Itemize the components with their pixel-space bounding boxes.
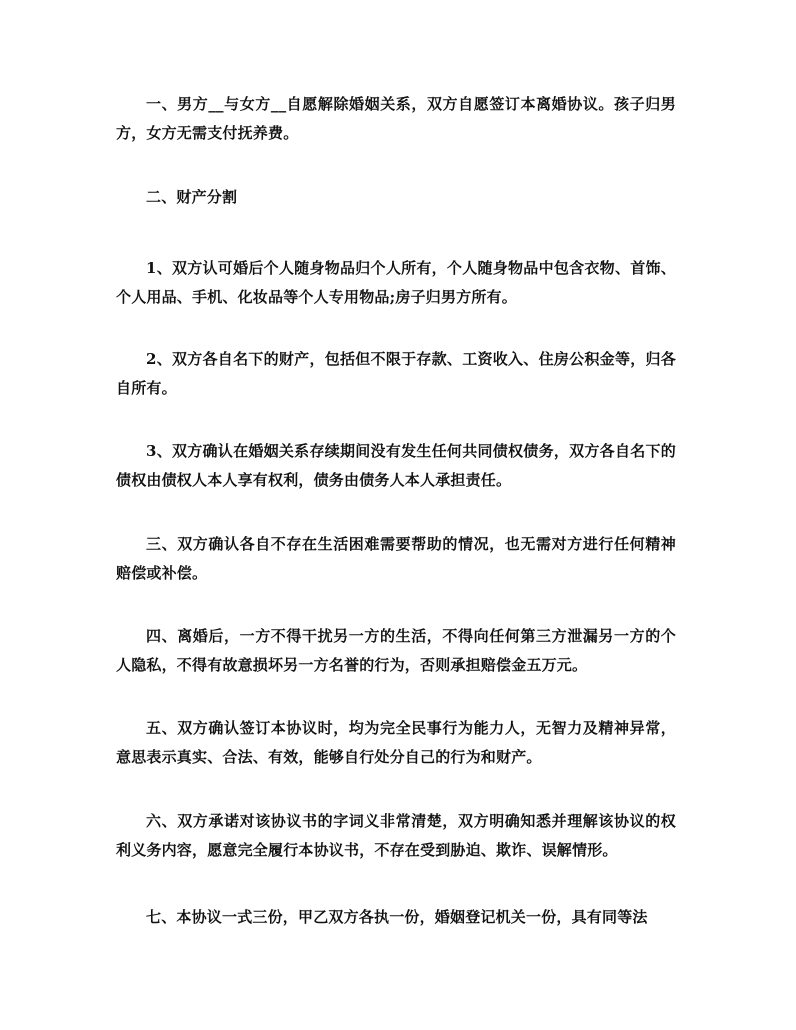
paragraph-8: 五、双方确认签订本协议时，均为完全民事行为能力人，无智力及精神异常，意思表示真实、合法、有效，能够自行处分自己的行为和财产。	[116, 719, 676, 766]
paragraph-5: 3、双方确认在婚姻关系存续期间没有发生任何共同债权债务，双方各自名下的债权由债权人本人享有权利，债务由债务人本人承担责任。	[116, 442, 676, 489]
paragraph-10: 七、本协议一式三份，甲乙双方各执一份，婚姻登记机关一份，具有同等法	[146, 908, 648, 926]
paragraph-6: 三、双方确认各自不存在生活困难需要帮助的情况，也无需对方进行任何精神赔偿或补偿。	[116, 535, 676, 582]
paragraph-2: 二、财产分割	[146, 188, 238, 206]
paragraph-4: 2、双方各自名下的财产，包括但不限于存款、工资收入、住房公积金等，归各自所有。	[116, 350, 676, 397]
paragraph-7: 四、离婚后，一方不得干扰另一方的生活，不得向任何第三方泄漏另一方的个人隐私，不得有故意损坏另一方名誉的行为，否则承担赔偿金五万元。	[116, 627, 676, 674]
paragraph-1: 一、男方__与女方__自愿解除婚姻关系，双方自愿签订本离婚协议。孩子归男方，女方无需支付抚养费。	[116, 95, 676, 142]
paragraph-9: 六、双方承诺对该协议书的字词义非常清楚，双方明确知悉并理解该协议的权利义务内容，愿意完全履行本协议书，不存在受到胁迫、欺诈、误解情形。	[116, 812, 676, 859]
paragraph-3: 1、双方认可婚后个人随身物品归个人所有，个人随身物品中包含衣物、首饰、个人用品、手机、化妆品等个人专用物品;房子归男方所有。	[116, 259, 676, 306]
